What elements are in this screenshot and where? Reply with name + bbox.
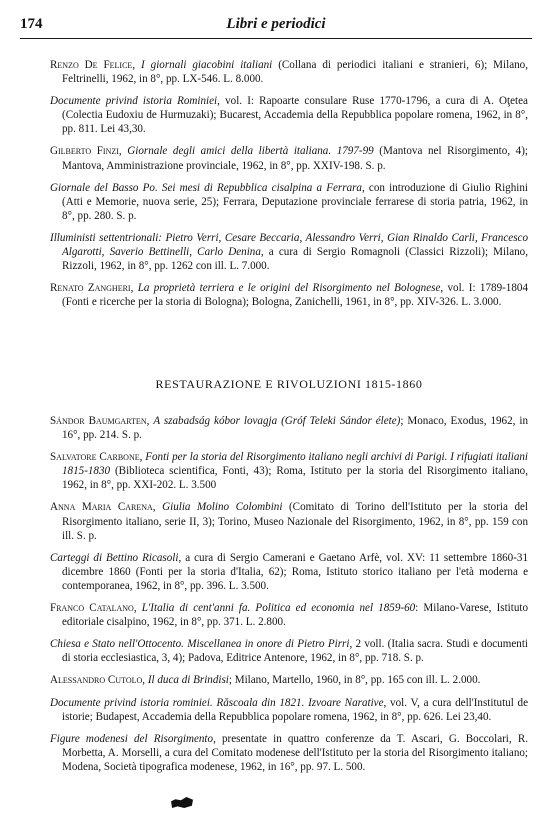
entry-title: Fonti per la storia del Risorgimento italiano negli archivi di Parigi. I rifugiati italiani 1815-1830 bbox=[62, 451, 529, 478]
bibliography-entry: Gilberto Finzi, Giornale degli amici della libertà italiana. 1797-99 (Mantova nel Risorgimento, 4); Mantova, Amministrazione provinciale, 1962, in 8°, pp. XXIV-198. S. p. bbox=[50, 145, 528, 172]
entry-title: A szabadság kóbor lovagja (Gróf Teleki Sándor élete) bbox=[153, 415, 401, 427]
entry-details: (Comitato di Torino dell'Istituto per la storia del Risorgimento italiano, serie II, 3); Torino, Museo Nazionale del Risorgimento, 1962, in 8°, pp. 159 con ill. S. p. bbox=[62, 501, 529, 542]
entry-details: , presentate in quattro conferenze da T. Ascari, G. Boccolari, R. Morbetta, A. Morselli, a cura del Comitato modenese dell'Istituto per la storia del Risorgimento italiano; Modena, Società tipografica modenese, 1962, in 16°, pp. 97. L. 500. bbox=[62, 732, 528, 773]
entry-title: Illuministi settentrionali: Pietro Verri, Cesare Beccaria, Alessandro Verri, Gian Rinaldo Carli, Francesco Algarotti, Saverio Bettinelli, Carlo Denina bbox=[50, 231, 528, 259]
entry-author: Gilberto Finzi bbox=[50, 145, 119, 158]
entry-title: Carteggi di Bettino Ricasoli bbox=[50, 551, 179, 564]
running-title: Libri e periodici bbox=[226, 16, 326, 32]
entry-author: Salvatore Carbone bbox=[50, 451, 140, 464]
entry-details: : Milano-Varese, Istituto editoriale cisalpino, 1962, in 8°, pp. 371. L. 2.800. bbox=[62, 602, 529, 629]
bibliography-entry: Alessandro Cutolo, Il duca di Brindisi; Milano, Martello, 1960, in 8°, pp. 165 con ill. L. 2.000. bbox=[50, 674, 481, 687]
entry-author: Renato Zangheri bbox=[50, 282, 131, 295]
bibliography-list-bottom bbox=[50, 414, 528, 782]
entry-title: Figure modenesi del Risorgimento bbox=[50, 732, 214, 745]
entry-title: Giornale degli amici della libertà italiana. 1797-99 bbox=[127, 145, 374, 158]
entry-details: , vol. I: 1789-1804 (Fonti e ricerche per la storia di Bologna); Bologna, Zanichelli, 1961, in 8°, pp. XIV-326. L. 3.000. bbox=[62, 282, 528, 309]
entry-title: I giornali giacobini italiani bbox=[141, 59, 273, 71]
entry-details: (Mantova nel Risorgimento, 4); Mantova, Amministrazione provinciale, 1962, in 8°, pp. XXIV-198. S. p. bbox=[62, 145, 528, 172]
entry-details: ; Monaco, Exodus, 1962, in 16°, pp. 214. S. p. bbox=[62, 415, 529, 442]
entry-title: Giulia Molino Colombini bbox=[162, 501, 283, 514]
entry-details: (Biblioteca scientifica, Fonti, 43); Roma, Istituto per la storia del Risorgimento italiano, 1962, in 8°, pp. XXI-202. L. 3.500 bbox=[62, 465, 528, 492]
ink-smudge-mark bbox=[171, 797, 193, 808]
entry-details: , 2 voll. (Italia sacra. Studi e documenti di storia ecclesiastica, 3, 4); Padova, Editrice Antenore, 1962, in 8°, pp. 718. S. p. bbox=[62, 638, 528, 665]
bibliography-entry bbox=[50, 231, 528, 273]
entry-title: La proprietà terriera e le origini del Risorgimento nel Bolognese bbox=[137, 282, 441, 295]
entry-author: Franco Catalano bbox=[50, 602, 134, 615]
bibliography-entry bbox=[50, 551, 528, 593]
entry-title: Documente privind istoria Rominiei bbox=[50, 95, 218, 108]
bibliography-entry bbox=[50, 732, 528, 774]
bibliography-entry bbox=[50, 637, 528, 665]
bibliography-entry: Renzo De Felice, I giornali giacobini italiani (Collana di periodici italiani e stranieri, 6); Milano, Feltrinelli, 1962, in 8°, pp. LX-546. L. 8.000. bbox=[50, 59, 528, 86]
entry-details: ; Milano, Martello, 1960, in 8°, pp. 165 con ill. L. 2.000. bbox=[228, 674, 481, 687]
bibliography-entry bbox=[50, 696, 528, 724]
bibliography-entry: Salvatore Carbone, Fonti per la storia del Risorgimento italiano negli archivi di Parigi. I rifugiati italiani 1815-1830 (Biblioteca scientifica, Fonti, 43); Roma, Istituto per la storia del Risorgimento italiano, 1962, in 8°, pp. XXI-202. L. 3.500 bbox=[50, 451, 529, 492]
entry-title: Il duca di Brindisi bbox=[147, 674, 229, 687]
bibliography-list-top bbox=[50, 58, 528, 317]
entry-details: , a cura di Sergio Camerani e Gaetano Arfè, vol. XV: 11 settembre 1860-31 dicembre 1860 (Fonti per la storia d'Italia, 62); Roma, Istituto storico italiano per l'età moderna e contemporanea, 1962, in 8°, pp. 396. L. 3.500. bbox=[62, 551, 528, 592]
entry-details: (Collana di periodici italiani e stranieri, 6); Milano, Feltrinelli, 1962, in 8°, pp. LX-546. L. 8.000. bbox=[62, 59, 528, 86]
bibliography-entry: Renato Zangheri, La proprietà terriera e le origini del Risorgimento nel Bolognese, vol. I: 1789-1804 (Fonti e ricerche per la storia di Bologna); Bologna, Zanichelli, 1961, in 8°, pp. XIV-326. L. 3.000. bbox=[50, 282, 528, 309]
section-title: RESTAURAZIONE E RIVOLUZIONI 1815-1860 bbox=[155, 377, 423, 391]
bibliography-entry bbox=[50, 181, 528, 223]
entry-author: Renzo De Felice bbox=[50, 59, 133, 71]
entry-author: Anna Maria Carena bbox=[50, 501, 153, 514]
entry-details: , vol. V, a cura dell'Institutul de istorie; Budapest, Accademia della Repubblica popolare romena, 1962, in 8°, pp. 626. Lei 23,40. bbox=[62, 696, 528, 723]
entry-details: , a cura di Sergio Romagnoli (Classici Rizzoli); Milano, Rizzoli, 1962, in 8°, pp. 1262 con ill. L. 7.000. bbox=[62, 246, 528, 273]
page-header bbox=[20, 16, 532, 39]
entry-author: Sándor Baumgarten bbox=[50, 415, 147, 427]
entry-title: Chiesa e Stato nell'Ottocento. Miscellanea in onore di Pietro Pirri bbox=[50, 638, 350, 651]
entry-details: , vol. I: Rapoarte consulare Ruse 1770-1796, a cura di A. Oţetea (Colectia Eudoxiu de Hurmuzaki); Bucarest, Accademia della Repubblica popolare romena, 1962, in 8°, pp. 811. Lei 43,30. bbox=[62, 95, 528, 136]
entry-author: Alessandro Cutolo bbox=[50, 674, 143, 687]
entry-title: L'Italia di cent'anni fa. Politica ed economia nel 1859-60 bbox=[141, 602, 416, 615]
bibliography-entry: Sándor Baumgarten, A szabadság kóbor lovagja (Gróf Teleki Sándor élete); Monaco, Exodus, 1962, in 16°, pp. 214. S. p. bbox=[50, 415, 529, 442]
bibliography-entry bbox=[50, 94, 528, 136]
entry-title: Documente privind istoria rominiei. Răscoala din 1821. Izvoare Narative bbox=[50, 696, 384, 709]
entry-title: Giornale del Basso Po. Sei mesi di Repubblica cisalpina a Ferrara bbox=[50, 181, 362, 194]
bibliography-entry: Franco Catalano, L'Italia di cent'anni fa. Politica ed economia nel 1859-60: Milano-Varese, Istituto editoriale cisalpino, 1962, in 8°, pp. 371. L. 2.800. bbox=[50, 602, 529, 629]
page-number: 174 bbox=[20, 16, 43, 32]
entry-details: , con introduzione di Giulio Righini (Atti e Memorie, nuova serie, 25); Ferrara, Deputazione provinciale ferrarese di storia patria, 1962, in 8°, pp. 280. S. p. bbox=[62, 181, 528, 222]
bibliography-entry: Anna Maria Carena, Giulia Molino Colombini (Comitato di Torino dell'Istituto per la storia del Risorgimento italiano, serie II, 3); Torino, Museo Nazionale del Risorgimento, 1962, in 8°, pp. 159 con ill. S. p. bbox=[50, 501, 529, 542]
